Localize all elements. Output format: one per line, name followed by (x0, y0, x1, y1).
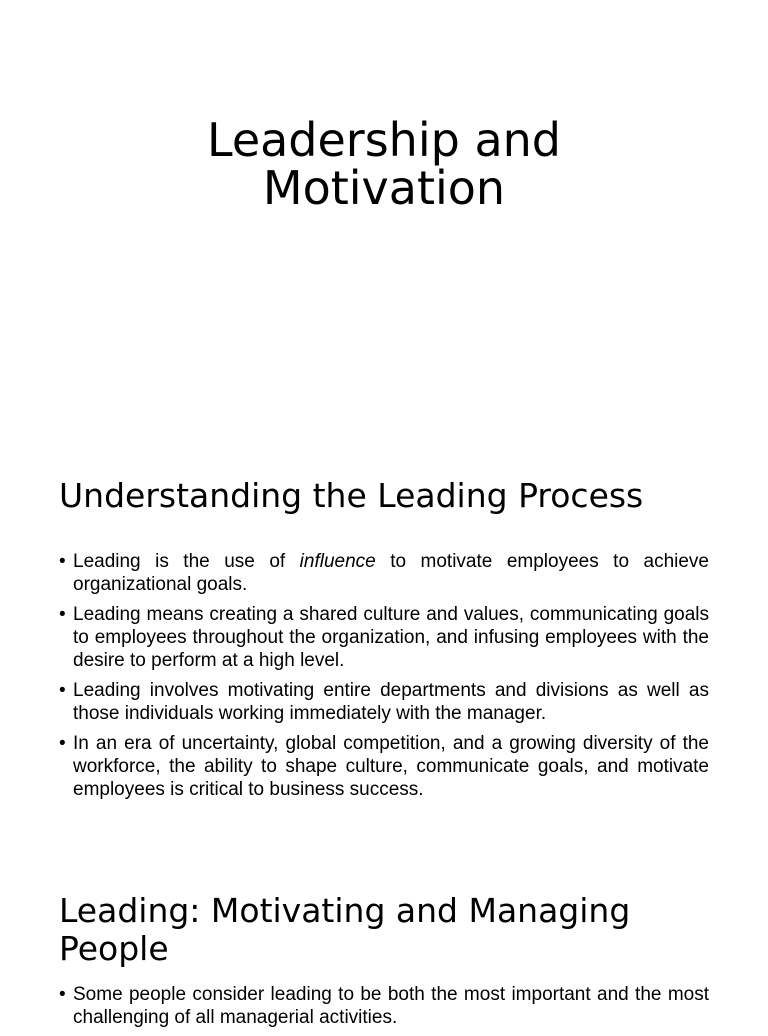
bullet-text: Leading means creating a shared culture and values, communicating goals to employees throughout the organization, and infusing employees with the desire to perform at a high level. (73, 604, 709, 671)
section-heading: Understanding the Leading Process (59, 476, 644, 515)
bullet-item (59, 732, 709, 801)
bullet-text-post: to motivate employees to achieve organizational goals. (73, 551, 709, 595)
title-line-1: Leadership and (207, 113, 561, 167)
bullet-text-emphasis: influence (299, 551, 376, 572)
title-line-2: Motivation (262, 161, 506, 215)
bullet-icon: • (59, 551, 66, 572)
bullet-icon: • (59, 604, 66, 625)
bullet-icon: • (59, 680, 66, 701)
bullet-list (59, 550, 709, 808)
slide-motivating-managing (0, 860, 768, 1028)
bullet-text: In an era of uncertainty, global competition, and a growing diversity of the workforce, the ability to shape culture, communicate goals, and motivate employees is critical to business success. (73, 733, 709, 800)
bullet-item (59, 550, 709, 596)
bullet-item (59, 603, 709, 672)
slide-understanding-leading (0, 440, 768, 860)
bullet-list (59, 983, 709, 1036)
bullet-text: Some people consider leading to be both the most important and the most challenging of all managerial activities. (73, 984, 709, 1028)
bullet-item (59, 983, 709, 1029)
bullet-text-pre: Leading is the use of (73, 551, 300, 572)
bullet-item (59, 679, 709, 725)
slide-title-page (0, 0, 768, 440)
heading-line-1: Leading: Motivating and Managing (59, 891, 631, 930)
presentation-title (0, 113, 768, 215)
bullet-icon: • (59, 733, 66, 754)
section-heading (59, 892, 719, 968)
bullet-text: Leading involves motivating entire departments and divisions as well as those individuals working immediately with the manager. (73, 680, 709, 724)
bullet-icon: • (59, 984, 66, 1005)
heading-line-2: People (59, 929, 169, 968)
